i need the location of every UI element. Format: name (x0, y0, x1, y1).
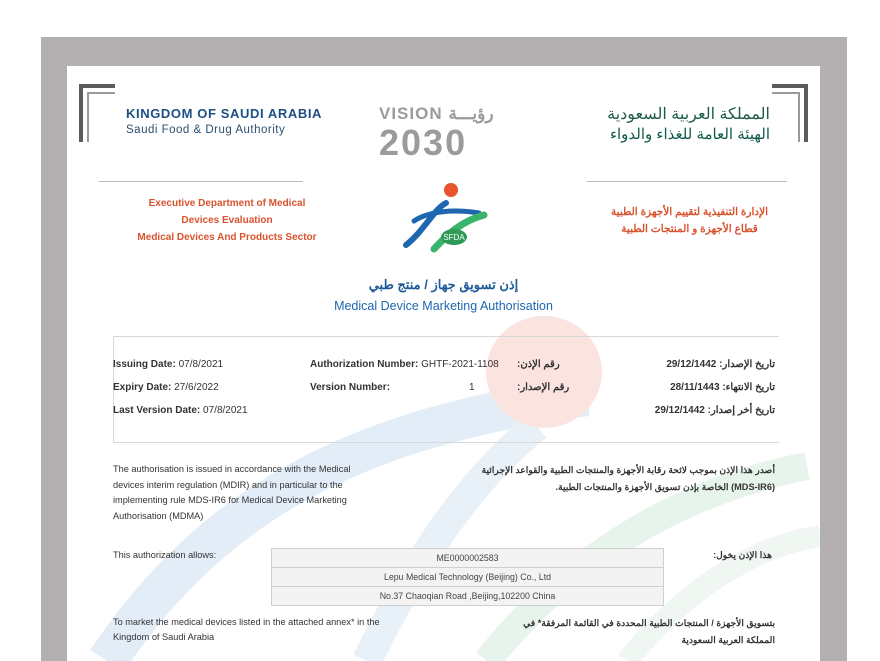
authorization-number: Authorization Number: GHTF-2021-1108 (310, 359, 499, 370)
sfda-logo-icon (394, 181, 494, 253)
department-ar-line2: قطاع الأجهزة و المنتجات الطبية (621, 223, 758, 235)
vision-2030-logo (379, 104, 509, 169)
corner-ornament-left (77, 84, 117, 144)
department-en-line3: Medical Devices And Products Sector (137, 232, 317, 243)
document-title-ar: إذن تسويق جهاز / منتج طبي (368, 277, 519, 292)
department-en-line2: Devices Evaluation (181, 215, 273, 226)
vision-label: VISION رؤيـــة (379, 104, 494, 123)
divider-left (99, 181, 303, 182)
last-version-date: Last Version Date: 07/8/2021 (113, 405, 248, 416)
regulation-text-en: The authorisation is issued in accordance with the Medical devices interim regulation (MDIR) and in particular to the implementing rule MDS-IR6 for Medical Device Marketing Authorisation (MDMA) (113, 464, 351, 521)
issuing-date: Issuing Date: 07/8/2021 (113, 359, 224, 370)
department-en (137, 195, 317, 246)
version-number-ar: رقم الإصدار: (517, 382, 570, 393)
expiry-date-ar: تاريخ الانتهاء: 28/11/1443 (670, 382, 775, 393)
department-en-line1: Executive Department of Medical (148, 198, 306, 209)
market-scope-ar: بتسويق الأجهزة / المنتجات الطبية المحددة في القائمة المرفقة* في المملكة العربية السعودية (523, 618, 775, 645)
kingdom-label: KINGDOM OF SAUDI ARABIA (126, 106, 323, 121)
holder-address: No.37 Chaoqian Road ,Beijing,102200 China (272, 587, 664, 606)
table-row (272, 587, 664, 606)
version-number-label: Version Number: (310, 382, 391, 393)
last-version-date-ar: تاريخ أخر إصدار: 29/12/1442 (654, 405, 775, 416)
department-ar (611, 204, 768, 238)
sfda-logo-text: SFDA (443, 233, 465, 242)
allows-label-en: This authorization allows: (113, 550, 217, 560)
table-row (272, 568, 664, 587)
table-row (272, 549, 664, 568)
corner-ornament-right (770, 84, 810, 144)
vision-year: 2030 (379, 122, 468, 163)
market-scope-en: To market the medical devices listed in the attached annex* in the Kingdom of Saudi Arabia (113, 617, 380, 642)
authority-name-en (126, 106, 322, 136)
department-ar-line1: الإدارة التنفيذية لتقييم الأجهزة الطبية (611, 206, 768, 218)
regulation-text-ar: أصدر هذا الإذن بموجب لائحة رقابة الأجهزة والمنتجات الطبية والقواعد الإجرائية (MDS-IR6) الخاصة بإذن تسويق الأجهزة والمنتجات الطبية. (481, 465, 775, 492)
issuing-date-ar: تاريخ الإصدار: 29/12/1442 (666, 359, 775, 370)
document-title-en: Medical Device Marketing Authorisation (334, 299, 553, 313)
kingdom-label-ar: المملكة العربية السعودية (607, 106, 770, 123)
authority-label-ar: الهيئة العامة للغذاء والدواء (609, 126, 770, 143)
authority-name-ar (607, 104, 770, 143)
holder-code: ME0000002583 (272, 549, 664, 568)
expiry-date: Expiry Date: 27/6/2022 (113, 382, 219, 393)
holder-name: Lepu Medical Technology (Beijing) Co., Ltd (272, 568, 664, 587)
holder-table (271, 548, 664, 606)
version-number-value: 1 (469, 382, 475, 393)
authorization-number-ar: رقم الإذن: (517, 359, 560, 370)
divider-right (587, 181, 787, 182)
allows-label-ar: هذا الإذن يخول: (713, 550, 772, 560)
certificate-page (67, 66, 820, 661)
authority-label: Saudi Food & Drug Authority (126, 124, 286, 136)
